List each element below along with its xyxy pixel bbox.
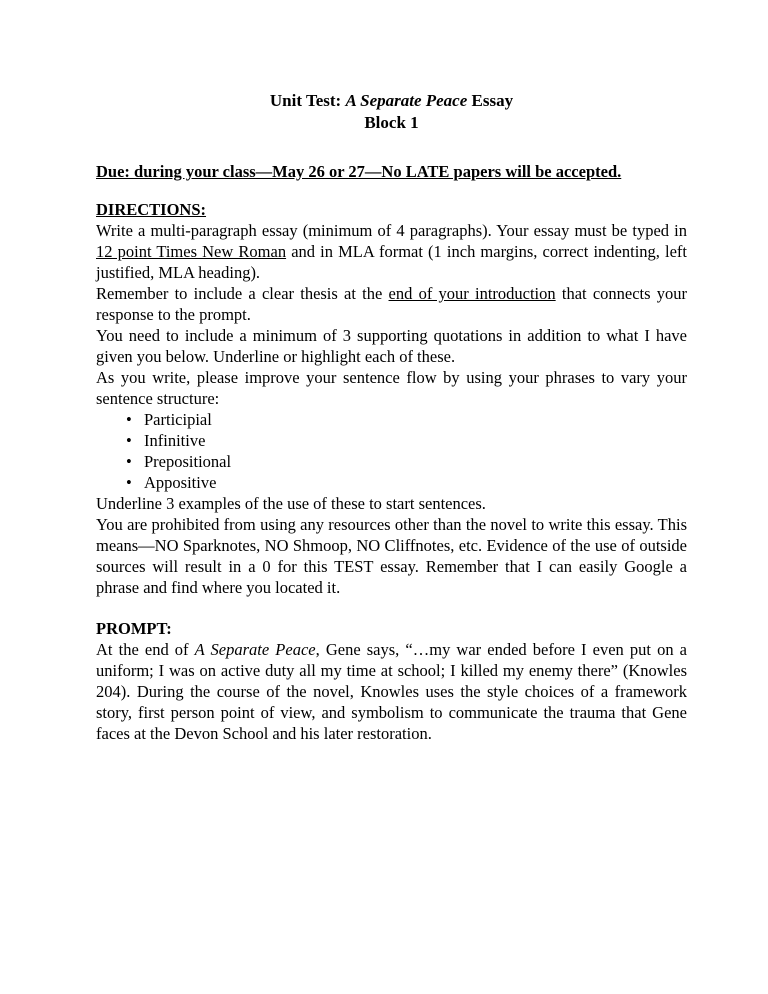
- directions-paragraph-thesis: [96, 283, 687, 325]
- format-text-start: Write a multi-paragraph essay (minimum of 4 paragraphs). Your essay must be typed in: [96, 221, 687, 240]
- list-item: • Prepositional: [96, 451, 687, 472]
- prompt-text-start: At the end of: [96, 640, 195, 659]
- prompt-heading: PROMPT:: [96, 619, 172, 638]
- directions-heading: DIRECTIONS:: [96, 200, 207, 219]
- document-title: [96, 90, 687, 112]
- phrases-instruction: Underline 3 examples of the use of these to start sentences.: [96, 494, 486, 513]
- prompt-paragraph: [96, 639, 687, 744]
- list-item: • Participial: [96, 409, 687, 430]
- directions-paragraph-phrases: As you write, please improve your sentence flow by using your phrases to vary your sentence structure:: [96, 368, 687, 408]
- font-requirement: 12 point Times New Roman: [96, 242, 287, 261]
- list-item: • Appositive: [96, 472, 687, 493]
- prompt-book-name: A Separate Peace: [194, 640, 316, 659]
- thesis-text-start: Remember to include a clear thesis at the: [96, 284, 389, 303]
- title-book-name: A Separate Peace: [345, 91, 468, 110]
- document-subtitle: Block 1: [364, 113, 419, 132]
- thesis-text-end: that connects your response to the prompt.: [96, 284, 688, 324]
- due-date-line: Due: during your class—May 26 or 27—No LATE papers will be accepted.: [96, 162, 622, 181]
- directions-paragraph-format: [96, 220, 687, 283]
- phrase-type-list: [96, 409, 687, 493]
- thesis-location: end of your introduction: [388, 284, 556, 303]
- directions-paragraph-resources: You are prohibited from using any resources other than the novel to write this essay. This means—NO Sparknotes, NO Shmoop, NO Cliffnotes, etc. Evidence of the use of outside sources will result in a 0 for this TEST essay. Remember that I can easily Google a phrase and find where you located it.: [96, 515, 687, 597]
- format-text-end: and in MLA format (1 inch margins, correct indenting, left justified, MLA heading).: [96, 242, 688, 282]
- title-prefix: Unit Test:: [269, 91, 346, 110]
- directions-paragraph-quotations: You need to include a minimum of 3 supporting quotations in addition to what I have given you below. Underline or highlight each of these.: [96, 326, 687, 366]
- title-suffix: Essay: [467, 91, 514, 110]
- list-item: • Infinitive: [96, 430, 687, 451]
- prompt-text-end: , Gene says, “…my war ended before I even put on a uniform; I was on active duty all my time at school; I killed my enemy there” (Knowles 204). During the course of the novel, Knowles uses the style choices of a framework story, first person point of view, and symbolism to communicate the trauma that Gene faces at the Devon School and his later restoration.: [96, 640, 687, 743]
- essay-document: [96, 90, 687, 744]
